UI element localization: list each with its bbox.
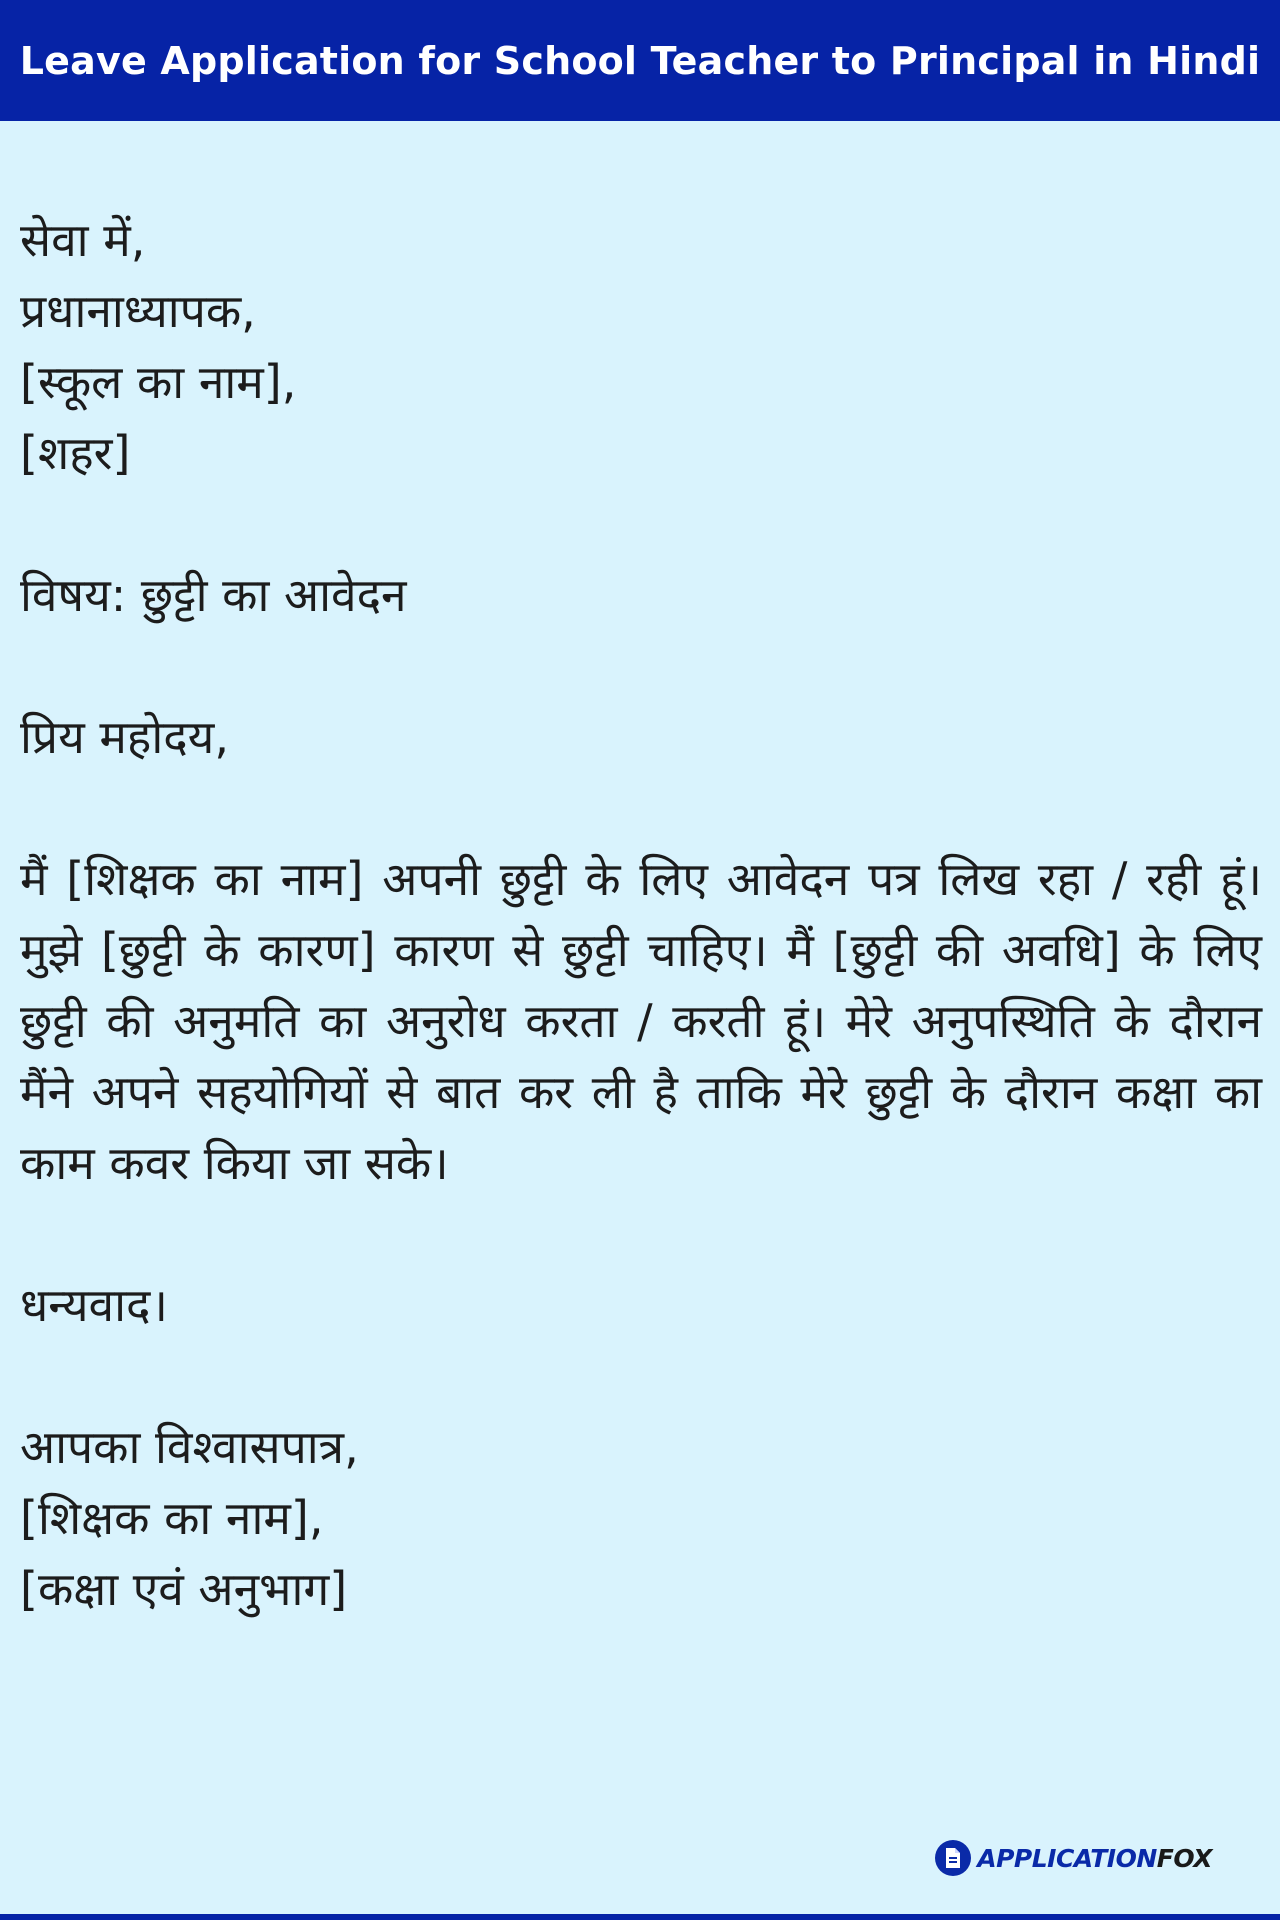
address-line: [स्कूल का नाम], xyxy=(20,355,297,409)
brand-logo xyxy=(935,1838,1212,1878)
spacer xyxy=(20,489,1262,560)
brand-name-part1: APPLICATION xyxy=(977,1843,1157,1873)
address-line: प्रधानाध्यापक, xyxy=(20,284,256,338)
spacer xyxy=(20,1199,1262,1270)
brand-name xyxy=(977,1844,1212,1873)
address-line: सेवा में, xyxy=(20,213,146,267)
subject-line: विषय: छुट्टी का आवेदन xyxy=(20,568,407,622)
spacer xyxy=(20,631,1262,702)
thanks-line: धन्यवाद। xyxy=(20,1278,168,1332)
spacer xyxy=(20,1341,1262,1412)
brand-name-part2: FOX xyxy=(1156,1843,1212,1873)
document-icon xyxy=(935,1840,971,1876)
address-line: [शहर] xyxy=(20,426,131,480)
closing-line: आपका विश्वासपात्र, xyxy=(20,1420,359,1474)
closing-line: [शिक्षक का नाम], xyxy=(20,1491,324,1545)
bottom-border xyxy=(0,1914,1280,1920)
letter-body xyxy=(20,205,1262,1625)
body-paragraph: मैं [शिक्षक का नाम] अपनी छुट्टी के लिए आवेदन पत्र लिख रहा / रही हूं। मुझे [छुट्टी के कारण] कारण से छुट्टी चाहिए। मैं [छुट्टी की अवधि] के लिए छुट्टी की अनुमति का अनुरोध करता / करती हूं। मेरे अनुपस्थिति के दौरान मैंने अपने सहयोगियों से बात कर ली है ताकि मेरे छुट्टी के दौरान कक्षा का काम कवर किया जा सके। xyxy=(20,852,1262,1190)
spacer xyxy=(20,773,1262,844)
closing-line: [कक्षा एवं अनुभाग] xyxy=(20,1562,348,1616)
salutation: प्रिय महोदय, xyxy=(20,710,229,764)
page-title: Leave Application for School Teacher to Principal in Hindi xyxy=(19,38,1261,83)
header-banner xyxy=(0,0,1280,121)
